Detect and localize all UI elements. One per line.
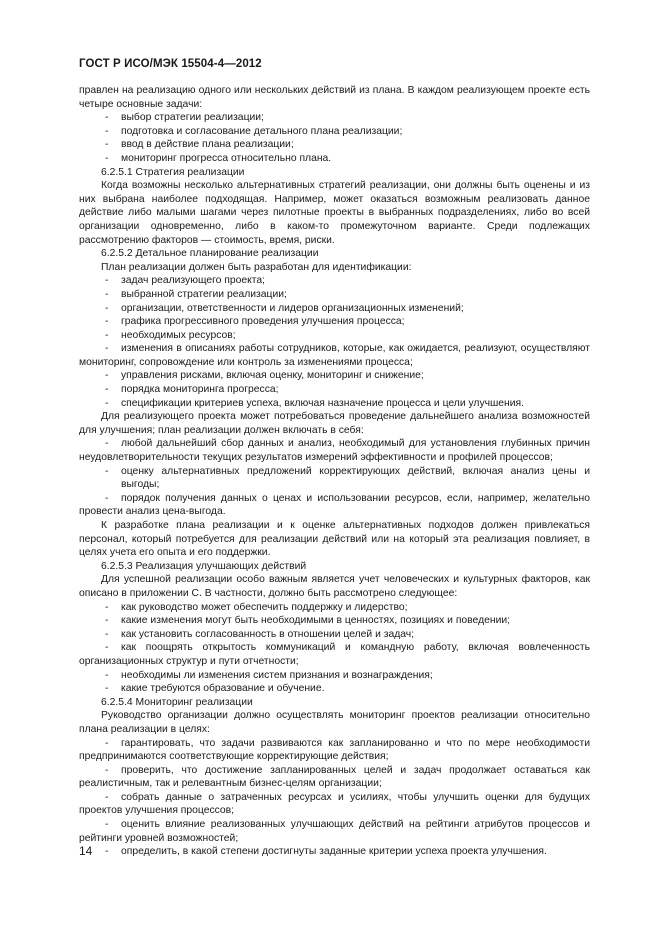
list-item: [79, 329, 590, 343]
dash-bullet-icon: -: [105, 275, 109, 287]
dash-bullet-icon: -: [105, 737, 109, 749]
list-item: [79, 288, 590, 302]
list-item: [79, 845, 590, 859]
list-item-text: управления рисками, включая оценку, мониторинг и снижение;: [121, 370, 424, 382]
list-item-text: выбранной стратегии реализации;: [121, 288, 287, 300]
list-item: [79, 641, 590, 668]
paragraph: План реализации должен быть разработан для идентификации:: [101, 261, 412, 273]
list-item-text: гарантировать, что задачи развиваются как запланированно и что по мере необходимости предпринимаются соответствующие корректирующие действия;: [79, 737, 590, 763]
list-item-text: задач реализующего проекта;: [121, 275, 266, 287]
dash-bullet-icon: -: [105, 465, 109, 477]
dash-bullet-icon: -: [105, 384, 109, 396]
list-item-text: собрать данные о затраченных ресурсах и усилиях, чтобы улучшить оценки для будущих проектов улучшения процессов;: [79, 791, 590, 817]
list-item: [79, 601, 590, 615]
list-item: [79, 152, 590, 166]
document-body: [79, 84, 590, 859]
dash-bullet-icon: -: [105, 819, 109, 831]
page-header: ГОСТ Р ИСО/МЭК 15504-4—2012: [79, 58, 262, 70]
list-item-text: выбор стратегии реализации;: [121, 112, 264, 124]
list-item: [79, 342, 590, 369]
page-number: 14: [79, 844, 93, 858]
list-item: [79, 669, 590, 683]
list-item: [79, 302, 590, 316]
list-item-text: организации, ответственности и лидеров организационных изменений;: [121, 302, 464, 314]
dash-bullet-icon: -: [105, 397, 109, 409]
list-item-text: графика прогрессивного проведения улучшения процесса;: [121, 316, 405, 328]
list-item: [79, 111, 590, 125]
list-item: [79, 138, 590, 152]
list-item-text: порядок получения данных о ценах и использовании ресурсов, если, например, желательно провести анализ цена-выгода.: [79, 492, 590, 518]
dash-bullet-icon: -: [105, 791, 109, 803]
dash-bullet-icon: -: [105, 329, 109, 341]
paragraph: Для реализующего проекта может потребоваться проведение дальнейшего анализа возможностей для улучшения; план реализации должен включать в себя:: [79, 411, 590, 436]
dash-bullet-icon: -: [105, 642, 109, 654]
section-heading: 6.2.5.4 Мониторинг реализации: [101, 696, 253, 708]
list-item-text: ввод в действие плана реализации;: [121, 139, 294, 151]
list-item: [79, 818, 590, 845]
list-item-text: какие изменения могут быть необходимыми в ценностях, позициях и поведении;: [121, 615, 511, 627]
list-item-text: оценку альтернативных предложений корректирующих действий, включая анализ цены и выгоды;: [121, 465, 590, 491]
dash-bullet-icon: -: [105, 370, 109, 382]
list-item: [79, 315, 590, 329]
list-item: [79, 274, 590, 288]
dash-bullet-icon: -: [105, 302, 109, 314]
dash-bullet-icon: -: [105, 615, 109, 627]
list-item-text: любой дальнейший сбор данных и анализ, необходимый для установления глубинных причин неудовлетворительности текущих результатов измерений эффективности и профилей процессов;: [79, 438, 590, 464]
dash-bullet-icon: -: [105, 601, 109, 613]
dash-bullet-icon: -: [105, 125, 109, 137]
dash-bullet-icon: -: [105, 846, 109, 858]
list-item-text: изменения в описаниях работы сотрудников, которые, как ожидается, реализуют, осуществляют мониторинг, сопровождение или контроль за изменениями процесса;: [79, 343, 590, 368]
paragraph: Для успешной реализации особо важным является учет человеческих и культурных факторов, как описано в приложении C. В частности, должно быть рассмотрено следующее:: [79, 574, 590, 599]
dash-bullet-icon: -: [105, 683, 109, 695]
paragraph: Руководство организации должно осуществлять мониторинг проектов реализации относительно плана реализации в целях:: [79, 710, 590, 735]
paragraph: Когда возможны несколько альтернативных стратегий реализации, они должны быть оценены и из них выбрана наиболее подходящая. Например, может оказаться возможным реализовать данное действие либо малыми шагами через пилотные проекты в выбранных подразделениях, либо во всей организации одновременно, либо в каком-то промежуточном варианте. Среди подлежащих рассмотрению факторов — стоимость, время, риски.: [79, 180, 590, 246]
list-item: [79, 764, 590, 791]
dash-bullet-icon: -: [105, 139, 109, 151]
dash-bullet-icon: -: [105, 628, 109, 640]
list-item-text: спецификации критериев успеха, включая назначение процесса и цели улучшения.: [121, 397, 525, 409]
list-item: [79, 791, 590, 818]
list-item: [79, 437, 590, 464]
list-item: [79, 369, 590, 383]
list-item: [79, 492, 590, 519]
dash-bullet-icon: -: [105, 152, 109, 164]
list-item-text: подготовка и согласование детального плана реализации;: [121, 125, 403, 137]
list-item-text: как поощрять открытость коммуникаций и командную работу, включая вовлеченность организационных структур и пути отчетности;: [79, 642, 590, 667]
list-item-text: определить, в какой степени достигнуты заданные критерии успеха проекта улучшения.: [121, 846, 547, 858]
list-item-text: как руководство может обеспечить поддержку и лидерство;: [121, 601, 408, 613]
list-item: [79, 465, 590, 492]
list-item-text: порядка мониторинга прогресса;: [121, 384, 279, 396]
paragraph: правлен на реализацию одного или нескольких действий из плана. В каждом реализующем проекте есть четыре основные задачи:: [79, 85, 590, 110]
list-item-text: необходимы ли изменения систем признания и вознаграждения;: [121, 669, 433, 681]
dash-bullet-icon: -: [105, 492, 109, 504]
list-item: [79, 125, 590, 139]
dash-bullet-icon: -: [105, 288, 109, 300]
section-heading: 6.2.5.3 Реализация улучшающих действий: [101, 560, 307, 572]
list-item: [79, 383, 590, 397]
dash-bullet-icon: -: [105, 112, 109, 124]
list-item-text: проверить, что достижение запланированных целей и задач продолжает оставаться как реалистичным, так и релевантным бизнес-целям организации;: [79, 764, 590, 790]
dash-bullet-icon: -: [105, 438, 109, 450]
list-item: [79, 737, 590, 764]
list-item: [79, 614, 590, 628]
list-item-text: оценить влияние реализованных улучшающих действий на рейтинги атрибутов процессов и рейтинги уровней возможностей;: [79, 819, 590, 844]
list-item-text: мониторинг прогресса относительно плана.: [121, 152, 332, 164]
list-item-text: необходимых ресурсов;: [121, 329, 236, 341]
list-item-text: как установить согласованность в отношении целей и задач;: [121, 628, 415, 640]
list-item: [79, 682, 590, 696]
section-heading: 6.2.5.2 Детальное планирование реализации: [101, 248, 319, 260]
dash-bullet-icon: -: [105, 316, 109, 328]
list-item-text: какие требуются образование и обучение.: [121, 683, 325, 695]
section-heading: 6.2.5.1 Стратегия реализации: [101, 166, 245, 178]
dash-bullet-icon: -: [105, 343, 109, 355]
dash-bullet-icon: -: [105, 764, 109, 776]
paragraph: К разработке плана реализации и к оценке альтернативных подходов должен привлекаться персонал, который потребуется для реализации действий или на который эта реализация повлияет, в целях учета его опыта и его поддержки.: [79, 520, 590, 559]
list-item: [79, 397, 590, 411]
list-item: [79, 628, 590, 642]
dash-bullet-icon: -: [105, 669, 109, 681]
